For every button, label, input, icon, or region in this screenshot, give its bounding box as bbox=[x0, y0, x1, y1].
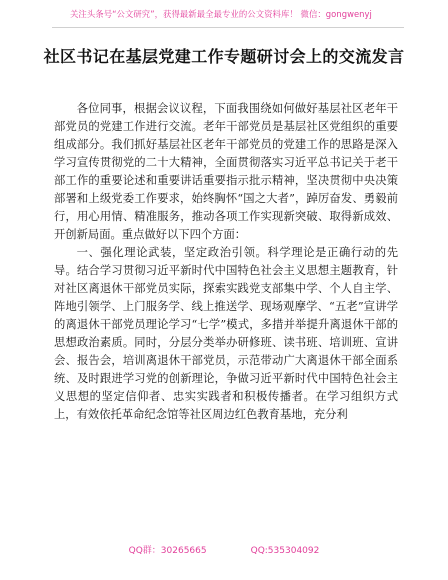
document-title: 社区书记在基层党建工作专题研讨会上的交流发言 bbox=[43, 47, 405, 66]
document-body bbox=[54, 100, 398, 424]
promo-banner: 关注头条号“公文研究”，获得最新最全最专业的公文资料库！ 微信：gongwenyj bbox=[70, 9, 372, 19]
body-paragraph-intro: 各位同事，根据会议议程，下面我围绕如何做好基层社区老年干部党员的党建工作进行交流。老年干部党员是基层社区党组织的重要组成部分。我们抓好基层社区老年干部党员的党建工作的思路是深入学习宣传贯彻党的二十大精神，全面贯彻落实习近平总书记关于老干部工作的重要论述和重要讲话重要指示批示精神，坚决贯彻中央决策部署和上级党委工作要求，始终胸怀“国之大者”，踔厉奋发、勇毅前行，用心用情、精准服务，推动各项工作实现新突破、取得新成效、开创新局面。重点做好以下四个方面： bbox=[54, 102, 398, 241]
qq-contact-label: QQ:535304092 bbox=[250, 546, 320, 556]
body-paragraph-section-one: 一、强化理论武装，坚定政治引领。科学理论是正确行动的先导。结合学习贯彻习近平新时代中国特色社会主义思想主题教育，针对社区离退休干部党员实际，探索实践党支部集中学、个人自主学、阵地引领学、上门服务学、线上推送学、现场观摩学、“五老”宣讲学的离退休干部党员理论学习“七学”模式，多措并举提升离退休干部的思想政治素质。同时，分层分类举办研修班、读书班、培训班、宣讲会、报告会，培训离退休干部党员，示范带动广大离退休干部全面系统、及时跟进学习党的创新理论，争做习近平新时代中国特色社会主义思想的坚定信仰者、忠实实践者和积极传播者。在学习组织方式上，有效依托革命纪念馆等社区周边红色教育基地，充分利 bbox=[54, 246, 398, 421]
qq-group-label: QQ群：30265665 bbox=[128, 546, 207, 556]
header-divider bbox=[52, 27, 404, 28]
footer-contact bbox=[0, 545, 448, 557]
